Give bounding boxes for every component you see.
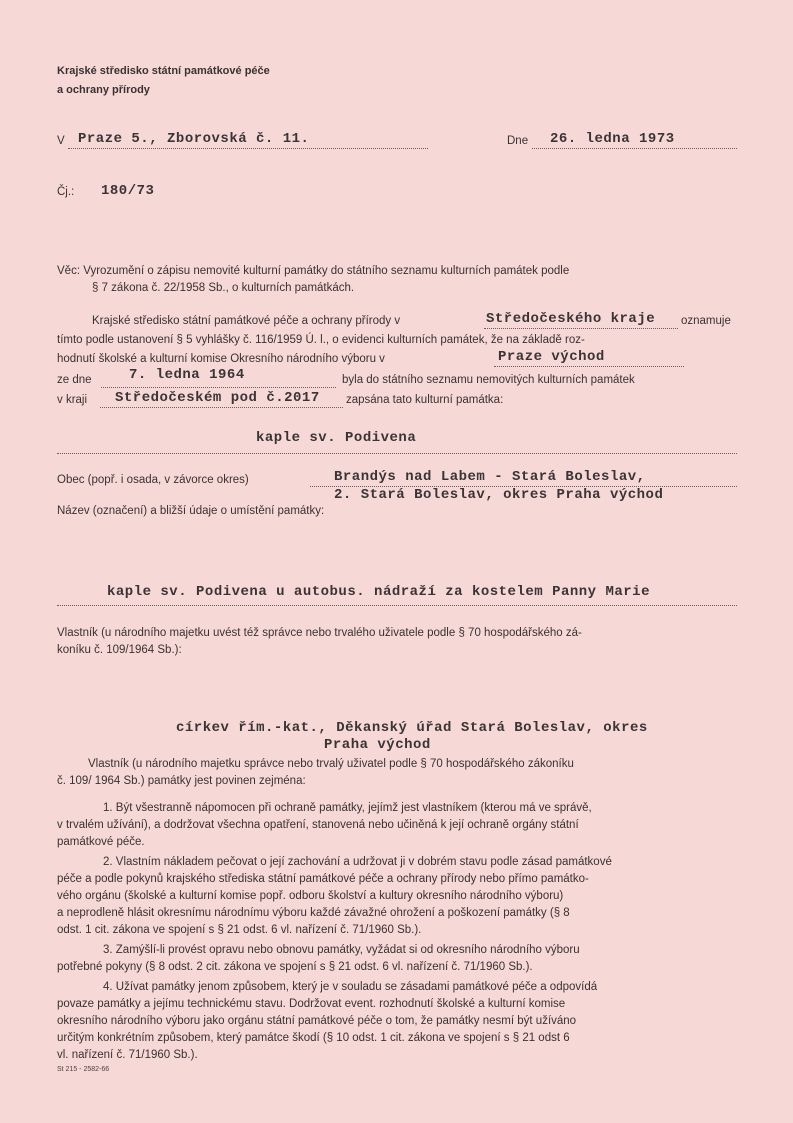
location-value: kaple sv. Podivena u autobus. nádraží za kostelem Panny Marie [107,584,650,600]
place-prefix: V [57,135,65,147]
obligations-intro-line1: Vlastník (u národního majetku správce nebo trvalý uživatel podle § 70 hospodářského zákoníku [88,758,574,770]
subject-line1: Věc: Vyrozumění o zápisu nemovité kulturní památky do státního seznamu kulturních památek podle [57,265,570,277]
body-line3-pre: hodnutí školské a kulturní komise Okresního národního výboru v [57,353,385,365]
body-line1-post: oznamuje [681,315,731,327]
org-name-line2: a ochrany přírody [57,84,150,96]
org-name-line1: Krajské středisko státní památkové péče [57,65,270,77]
owner-label-line2: koníku č. 109/1964 Sb.): [57,644,182,656]
date-label: Dne [507,135,529,147]
obligation-4-line1: 4. Užívat památky jenom způsobem, který je v souladu se zásadami památkové péče a odpovídá [103,981,598,993]
body-line5-post: zapsána tato kulturní památka: [346,394,504,406]
obligations-intro-line2: č. 109/ 1964 Sb.) památky jest povinen zejména: [57,775,306,787]
municipality-label: Obec (popř. i osada, v závorce okres) [57,474,249,486]
obligation-2-line5: odst. 1 cit. zákona ve spojení s § 21 odst. 6 vl. nařízení č. 71/1960 Sb.). [57,924,422,936]
owner-value-line2: Praha východ [324,737,431,753]
body-line4-pre: ze dne [57,374,92,386]
municipality-value-line2: 2. Stará Boleslav, okres Praha východ [334,487,664,503]
owner-label-line1: Vlastník (u národního majetku uvést též správce nebo trvalého uživatele podle § 70 hospodářského zá- [57,627,582,639]
date-value: 26. ledna 1973 [550,131,675,147]
obligation-3-line1: 3. Zamýšlí-li provést opravu nebo obnovu památky, vyžádat si od okresního národního výboru [103,944,580,956]
obligation-4-line4: určitým konkrétním způsobem, který památce škodí (§ 10 odst. 1 cit. zákona ve spojení s § 21 odst 6 [57,1032,570,1044]
obligation-2-line2: péče a podle pokynů krajského střediska státní památkové péče a ochrany přírody nebo přímo památko- [57,873,589,885]
body-line2: tímto podle ustanovení § 5 vyhlášky č. 116/1959 Ú. l., o evidenci kulturních památek, že na základě roz- [57,334,585,346]
district-dotted-line [494,366,684,367]
body-registry-fill: Středočeském pod č.2017 [115,390,320,406]
decision-date-dotted-line [101,387,336,388]
monument-name: kaple sv. Podivena [256,430,417,446]
obligation-1-line1: 1. Být všestranně nápomocen při ochraně památky, jejímž jest vlastníkem (kterou má ve správě, [103,802,592,814]
obligation-1-line3: památkové péče. [57,836,145,848]
obligation-1-line2: v trvalém užívání), a dodržovat všechna opatření, stanovená nebo učiněná k její ochraně orgány státní [57,819,579,831]
obligation-4-line2: povaze památky a jejímu technickému stavu. Dodržovat event. rozhodnutí školské a kulturní komise [57,998,566,1010]
obligation-3-line2: potřebné pokyny (§ 8 odst. 2 cit. zákona ve spojení s § 21 odst. 6 vl. nařízení č. 71/1960 Sb.). [57,961,533,973]
reference-label: Čj.: [57,186,75,198]
obligation-2-line1: 2. Vlastním nákladem pečovat o její zachování a udržovat ji v dobrém stavu podle zásad památkové [103,856,612,868]
print-code: St 215 - 2582-66 [57,1066,110,1073]
body-district-fill: Praze východ [498,349,605,365]
monument-dotted-line [57,453,737,454]
body-line5-pre: v kraji [57,394,88,406]
location-label: Název (označení) a bližší údaje o umístění památky: [57,505,325,517]
owner-value-line1: církev řím.-kat., Děkanský úřad Stará Boleslav, okres [176,720,648,736]
obligation-4-line3: okresního národního výboru jako orgánu státní památkové péče o tom, že památky nesmí být užíváno [57,1015,577,1027]
registry-dotted-line [100,407,343,408]
place-dotted-line [68,148,428,149]
region-dotted-line [484,328,678,329]
body-decision-date-fill: 7. ledna 1964 [129,367,245,383]
municipality-value-line1: Brandýs nad Labem - Stará Boleslav, [334,469,646,485]
date-dotted-line [532,148,737,149]
location-dotted-line [57,605,737,606]
place-value: Praze 5., Zborovská č. 11. [78,131,310,147]
obligation-2-line3: vého orgánu (školské a kulturní komise popř. odboru školství a kultury okresního národního výboru) [57,890,564,902]
obligation-2-line4: a neprodleně hlásit okresnímu národnímu výboru každé závažné ohrožení a poškození památky (§ 8 [57,907,570,919]
body-line1-pre: Krajské středisko státní památkové péče a ochrany přírody v [92,315,401,327]
body-line4-post: byla do státního seznamu nemovitých kulturních památek [342,374,635,386]
body-region-fill: Středočeského kraje [486,311,656,327]
subject-line2: § 7 zákona č. 22/1958 Sb., o kulturních památkách. [92,282,355,294]
reference-value: 180/73 [101,183,155,199]
obligation-4-line5: vl. nařízení č. 71/1960 Sb.). [57,1049,198,1061]
